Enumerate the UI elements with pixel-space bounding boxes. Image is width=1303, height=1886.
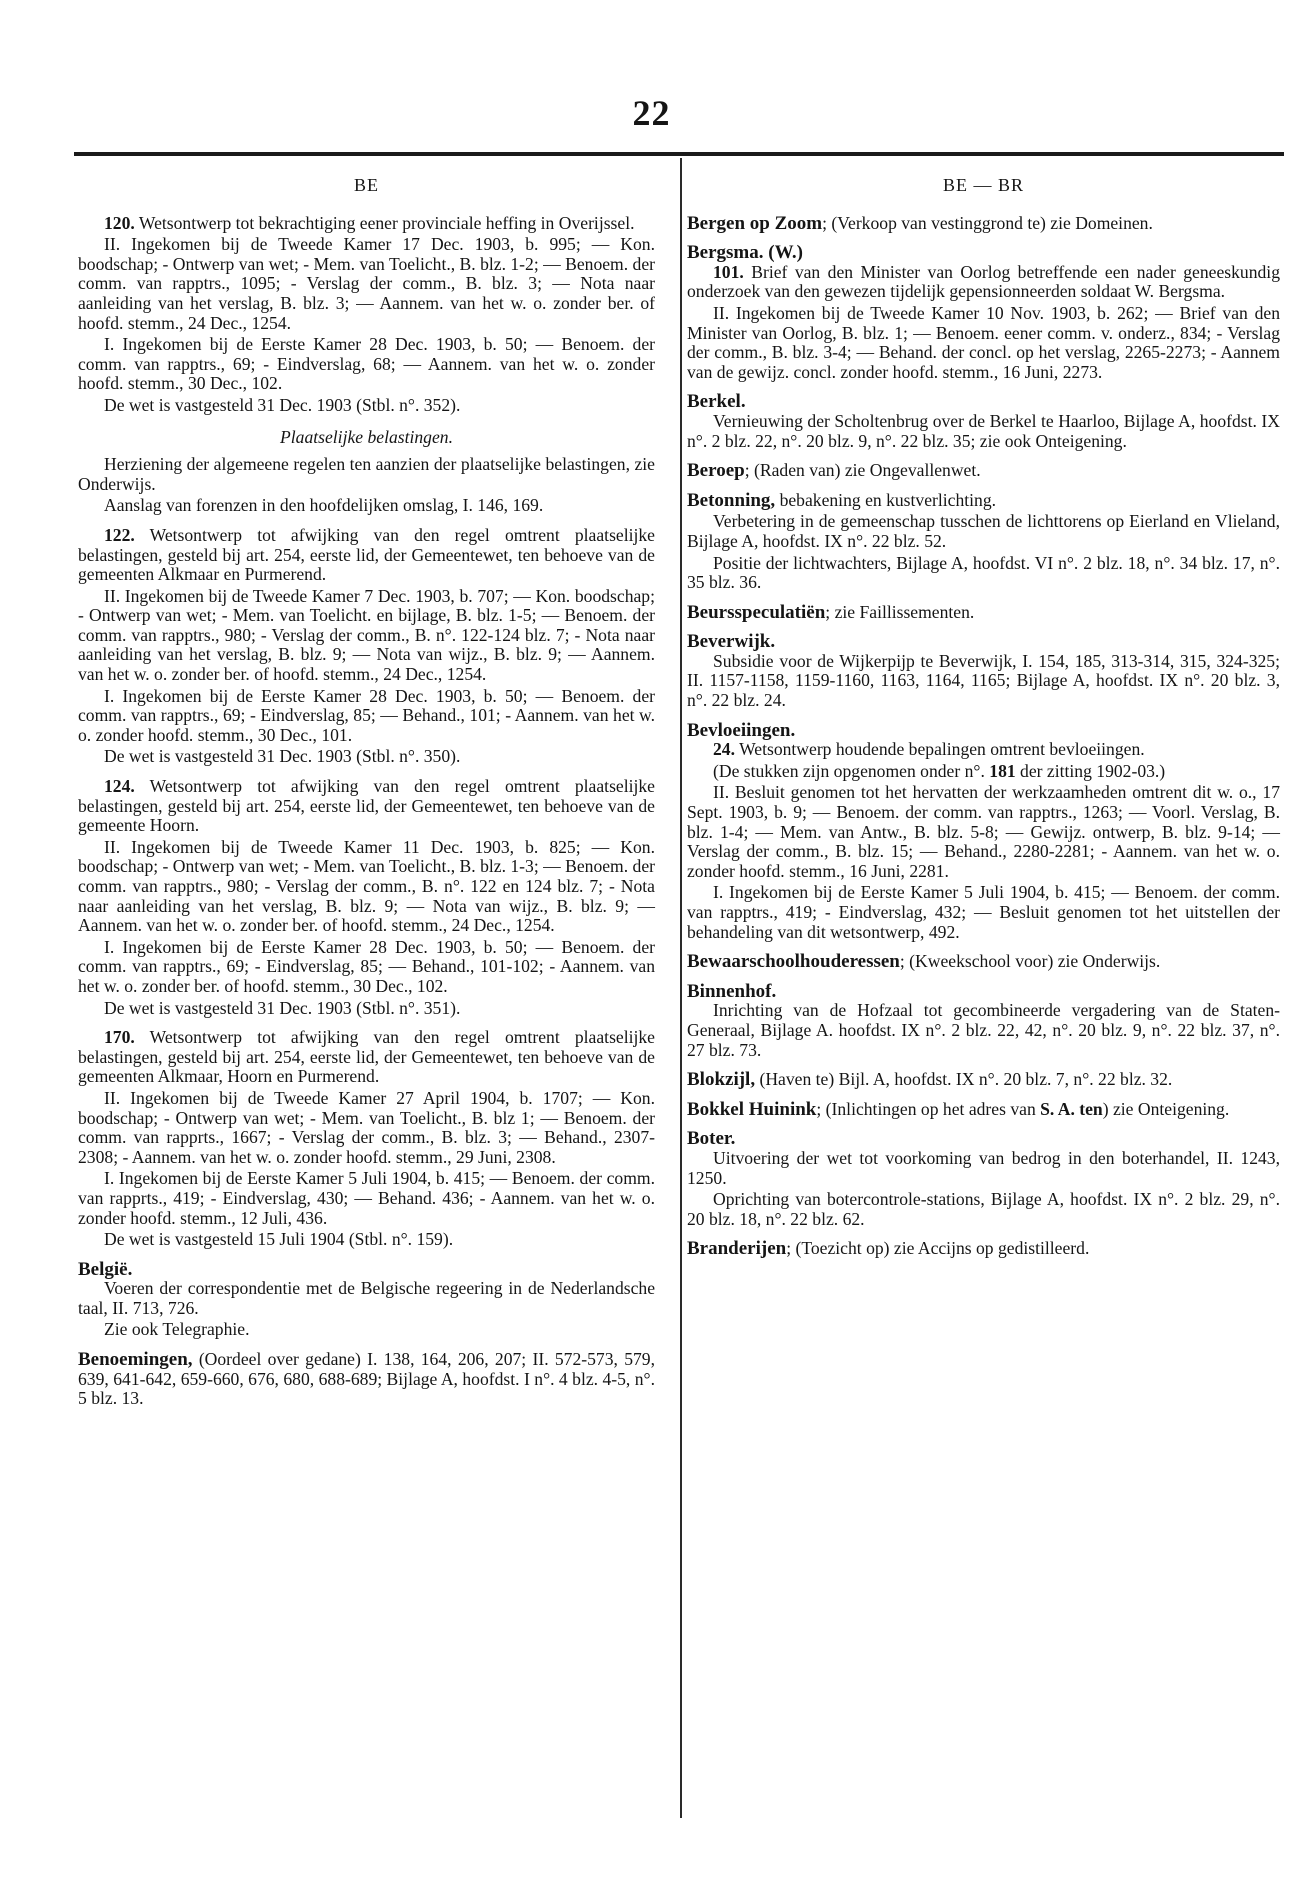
entry-blokzijl bbox=[687, 1070, 1280, 1090]
bokkel-text-end: ) zie Onteigening. bbox=[1102, 1098, 1230, 1119]
entry-24 bbox=[687, 740, 1280, 760]
entry-bergen-op-zoom bbox=[687, 214, 1280, 234]
binnenhof-text: Inrichting van de Hofzaal tot gecombineerde vergadering van de Staten-Generaal, Bijlage A. hoofdst. IX n°. 2 blz. 22, 42, n°. 20 blz. 9, n°. 22 blz. 37, n°. 27 blz. 73. bbox=[687, 1000, 1280, 1060]
entry-bewaarschoolhouderessen bbox=[687, 952, 1280, 972]
heading-benoemingen: Benoemingen, bbox=[78, 1349, 193, 1371]
entry-101 bbox=[687, 263, 1280, 302]
bokkel-text: ; (Inlichtingen op het adres van bbox=[816, 1098, 1041, 1119]
bergen-text: ; (Verkoop van vestinggrond te) zie Domeinen. bbox=[822, 212, 1153, 233]
left-column bbox=[78, 172, 655, 1411]
left-column-header: BE bbox=[353, 175, 379, 195]
entry-betonning bbox=[687, 491, 1280, 511]
beroep-text: ; (Raden van) zie Ongevallenwet. bbox=[744, 460, 981, 481]
entry-24-note bbox=[687, 762, 1280, 782]
beverwijk-text: Subsidie voor de Wijkerpijp te Beverwijk, I. 154, 185, 313-314, 315, 324-325; II. 1157-1158, 1159-1160, 1163, 1164, 1165; Bijlage A, hoofdst. IX n°. 20 blz. 3, n°. 22 blz. 24. bbox=[687, 650, 1280, 711]
aanslag-text: Aanslag van forenzen in den hoofdelijken omslag, I. 146, 169. bbox=[104, 495, 544, 516]
entry-120-chamber-2: II. Ingekomen bij de Tweede Kamer 17 Dec. 1903, b. 995; — Kon. boodschap; - Ontwerp van wet; - Mem. van Toelicht., B. blz. 1-2; — Benoem. der comm. van rapptrs., 1095; - Verslag der comm., B. blz. 3; — Nota naar aanleiding van het verslag, B. blz. 3; — Aannem. van het w. o. zonder ber. of hoofd. stemm., 24 Dec., 1254. bbox=[78, 234, 655, 333]
blokzijl-text: (Haven te) Bijl. A, hoofdst. IX n°. 20 blz. 7, n°. 22 blz. 32. bbox=[755, 1069, 1173, 1090]
entry-170-chamber-1: I. Ingekomen bij de Eerste Kamer 5 Juli 1904, b. 415; — Benoem. der comm. van rapprts., 419; - Eindverslag, 430; — Behand. 436; - Aannem. van het w. o. zonder hoofd. stemm., 12 Juli, 436. bbox=[78, 1168, 655, 1228]
heading-bokkel-huinink: Bokkel Huinink bbox=[687, 1098, 817, 1120]
berkel-text: Vernieuwing der Scholtenbrug over de Berkel te Haarloo, Bijlage A, hoofdst. IX n°. 2 blz. 22, n°. 20 blz. 9, n°. 22 blz. 35; zie ook Onteigening. bbox=[687, 410, 1280, 451]
entry-number: 120. bbox=[104, 212, 135, 233]
entry-number: 101. bbox=[713, 261, 744, 282]
entry-120-law: De wet is vastgesteld 31 Dec. 1903 (Stbl. n°. 352). bbox=[104, 394, 461, 415]
entry-title: Wetsontwerp tot afwijking van den regel omtrent plaatselijke belastingen, gesteld bij art. 254, eerste lid, der Gemeentewet, ten behoeve van de gemeenten Alkmaar, Hoorn en Purmerend. bbox=[78, 1027, 655, 1087]
heading-beroep: Beroep bbox=[687, 460, 745, 482]
entry-number: 124. bbox=[104, 776, 135, 797]
entry-number: 170. bbox=[104, 1027, 135, 1048]
entry-170-chamber-2: II. Ingekomen bij de Tweede Kamer 27 April 1904, b. 1707; — Kon. boodschap; - Ontwerp van wet; - Mem. van Toelicht., B. blz 1; — Benoem. der comm. van rapprts., 1667; - Verslag der comm., B. blz. 3; — Behand., 2307-2308; - Aannem. van het w. o. zonder hoofd. stemm., 29 Juni, 2308. bbox=[78, 1087, 655, 1167]
heading-bergen-op-zoom: Bergen op Zoom bbox=[687, 212, 823, 234]
heading-bevloeiingen: Bevloeiingen. bbox=[687, 719, 796, 741]
entry-122 bbox=[78, 526, 655, 585]
column-divider bbox=[680, 158, 682, 1818]
entry-122-chamber-1: I. Ingekomen bij de Eerste Kamer 28 Dec. 1903, b. 50; — Benoem. der comm. van rapptrs., 69; - Eindverslag, 85; — Behand., 101; - Aannem. van het w. o. zonder hoofd. stemm., 30 Dec., 101. bbox=[78, 685, 655, 745]
heading-binnenhof: Binnenhof. bbox=[687, 980, 777, 1002]
entry-title: Wetsontwerp tot bekrachtiging eener provinciale heffing in Overijssel. bbox=[134, 212, 635, 233]
heading-bergsma: Bergsma. (W.) bbox=[687, 242, 803, 264]
entry-beroep bbox=[687, 461, 1280, 481]
boter-uitvoering: Uitvoering der wet tot voorkoming van bedrog in den boterhandel, II. 1243, 1250. bbox=[687, 1147, 1280, 1188]
heading-beverwijk: Beverwijk. bbox=[687, 631, 776, 653]
betonning-positie: Positie der lichtwachters, Bijlage A, hoofdst. VI n°. 2 blz. 18, n°. 34 blz. 17, n°. 35 blz. 36. bbox=[687, 552, 1280, 593]
entry-bokkel-huinink bbox=[687, 1100, 1280, 1120]
entry-120-chamber-1: I. Ingekomen bij de Eerste Kamer 28 Dec. 1903, b. 50; — Benoem. der comm. van rapptrs., 69; - Eindverslag, 68; — Aannem. van het w. o. zonder hoofd. stemm., 30 Dec., 102. bbox=[78, 334, 655, 394]
boter-oprichting: Oprichting van botercontrole-stations, Bijlage A, hoofdst. IX n°. 2 blz. 29, n°. 20 blz. 18, n°. 22 blz. 62. bbox=[687, 1189, 1280, 1229]
entry-124-chamber-2: II. Ingekomen bij de Tweede Kamer 11 Dec. 1903, b. 825; — Kon. boodschap; - Ontwerp van wet; - Mem. van Toelicht., B. blz. 1-3; — Benoem. der comm. van rapptrs., 980; - Verslag der comm., B. n°. 122 en 124 blz. 7; - Nota naar aanleiding van het verslag, B. blz. 9; — Nota van wijz., B. blz. 9; — Aannem. van het w. o. zonder ber. of hoofd. stemm., 24 Dec., 1254. bbox=[78, 836, 655, 936]
heading-blokzijl: Blokzijl, bbox=[687, 1069, 756, 1091]
bokkel-name: S. A. ten bbox=[1040, 1098, 1103, 1119]
entry-124-chamber-1: I. Ingekomen bij de Eerste Kamer 28 Dec. 1903, b. 50; — Benoem. der comm. van rapptrs., 69; - Eindverslag, 85; — Behand., 101-102; - Aannem. van het w. o. zonder ber. of hoofd. stemm., 30 Dec., 102. bbox=[78, 936, 655, 996]
entry-title: Wetsontwerp tot afwijking van den regel omtrent plaatselijke belastingen, gesteld bij art. 254, eerste lid, der Gemeentewet, ten behoeve van de gemeenten Alkmaar en Purmerend. bbox=[78, 524, 655, 585]
entry-24-chamber-2: II. Besluit genomen tot het hervatten der werkzaamheden omtrent dit w. o., 17 Sept. 1903, b. 9; — Benoem. der comm. van rapptrs., 1263; — Voorl. Verslag, B. blz. 1-4; — Mem. van Antw., B. blz. 5-8; — Gewijz. ontwerp, B. blz. 9-14; — Verslag der comm., B. blz. 15; — Behand., 2280-2281; - Aannem. van het w. o. zonder hoofd. stemm., 16 Juni, 2281. bbox=[687, 782, 1280, 881]
note-number: 181 bbox=[989, 760, 1016, 781]
entry-title: Brief van den Minister van Oorlog betreffende een nader geneeskundig onderzoek van den gewezen tijdelijk gepensionneerden soldaat W. Bergsma. bbox=[687, 261, 1280, 302]
heading-boter: Boter. bbox=[687, 1128, 736, 1150]
branderijen-text: ; (Toezicht op) zie Accijns op gedistilleerd. bbox=[786, 1238, 1090, 1259]
heading-beursspeculatien: Beursspeculatiën bbox=[687, 601, 826, 623]
top-rule bbox=[74, 152, 1284, 156]
entry-beursspeculatien bbox=[687, 603, 1280, 623]
heading-belgie: België. bbox=[78, 1258, 133, 1280]
note-text-end: der zitting 1902-03.) bbox=[1015, 760, 1166, 781]
right-column-header: BE — BR bbox=[942, 175, 1024, 195]
heading-berkel: Berkel. bbox=[687, 391, 746, 413]
belgie-text: Voeren der correspondentie met de Belgische regeering in de Nederlandsche taal, II. 713, 726. bbox=[78, 1278, 655, 1318]
entry-122-law: De wet is vastgesteld 31 Dec. 1903 (Stbl. n°. 350). bbox=[104, 746, 461, 767]
heading-betonning: Betonning, bbox=[687, 489, 776, 511]
heading-bewaarschoolhouderessen: Bewaarschoolhouderessen bbox=[687, 951, 900, 973]
entry-101-chamber-2: II. Ingekomen bij de Tweede Kamer 10 Nov. 1903, b. 262; — Brief van den Minister van Oorlog, B. blz. 1; — Benoem. eener comm. v. onderz., 834; - Verslag der comm., B. blz. 3-4; — Behand. der concl. op het verslag, 2265-2273; - Aannem van de gewijz. concl. zonder hoofd. stemm., 16 Juni, 2273. bbox=[687, 302, 1280, 382]
page-number: 22 bbox=[632, 93, 671, 133]
herziening-text: Herziening der algemeene regelen ten aanzien der plaatselijke belastingen, zie Onderwijs. bbox=[78, 454, 655, 494]
entry-120 bbox=[78, 214, 655, 234]
betonning-subtitle: bebakening en kustverlichting. bbox=[775, 489, 997, 510]
entry-number: 122. bbox=[104, 524, 135, 545]
note-text: (De stukken zijn opgenomen onder n°. bbox=[713, 760, 990, 781]
betonning-verbetering: Verbetering in de gemeenschap tusschen de lichttorens op Eierland en Vlieland, Bijlage A, hoofdst. IX n°. 22 blz. 52. bbox=[687, 511, 1280, 551]
benoemingen-text: (Oordeel over gedane) I. 138, 164, 206, 207; II. 572-573, 579, 639, 641-642, 659-660, 676, 680, 688-689; Bijlage A, hoofdst. I n°. 4 blz. 4-5, n°. 5 blz. 13. bbox=[78, 1349, 655, 1409]
entry-title: Wetsontwerp tot afwijking van den regel omtrent plaatselijke belastingen, gesteld bij art. 254, eerste lid, der Gemeentewet, ten behoeve van de gemeente Hoorn. bbox=[78, 776, 655, 836]
entry-title: Wetsontwerp houdende bepalingen omtrent bevloeiingen. bbox=[735, 739, 1145, 760]
heading-branderijen: Branderijen bbox=[687, 1238, 787, 1260]
entry-124 bbox=[78, 777, 655, 836]
belgie-see-also: Zie ook Telegraphie. bbox=[104, 1319, 250, 1340]
entry-number: 24. bbox=[713, 739, 735, 760]
entry-benoemingen bbox=[78, 1350, 655, 1409]
right-column bbox=[687, 172, 1280, 1261]
entry-branderijen bbox=[687, 1239, 1280, 1259]
entry-124-law: De wet is vastgesteld 31 Dec. 1903 (Stbl. n°. 351). bbox=[104, 997, 461, 1018]
bewaar-text: ; (Kweekschool voor) zie Onderwijs. bbox=[899, 951, 1161, 972]
entry-170 bbox=[78, 1028, 655, 1087]
subheading-plaatselijke-belastingen: Plaatselijke belastingen. bbox=[280, 426, 453, 447]
entry-122-chamber-2: II. Ingekomen bij de Tweede Kamer 7 Dec. 1903, b. 707; — Kon. boodschap; - Ontwerp van wet; - Mem. van Toelicht. en bijlage, B. blz. 1-5; — Benoem. der comm. van rapptrs., 980; - Verslag der comm., B. n°. 122-124 blz. 7; - Nota naar aanleiding van het verslag, B. blz. 9; — Nota van wijz., B. blz. 9; — Aannem. van het w. o. zonder ber. of hoofd. stemm., 24 Dec., 1254. bbox=[78, 585, 655, 685]
entry-24-chamber-1: I. Ingekomen bij de Eerste Kamer 5 Juli 1904, b. 415; — Benoem. der comm. van rapptrs., 419; - Eindverslag, 432; — Besluit genomen tot het uitstellen der behandeling van dit wetsontwerp, 492. bbox=[687, 882, 1280, 942]
entry-170-law: De wet is vastgesteld 15 Juli 1904 (Stbl. n°. 159). bbox=[104, 1229, 454, 1250]
beurs-text: ; zie Faillissementen. bbox=[825, 601, 975, 622]
